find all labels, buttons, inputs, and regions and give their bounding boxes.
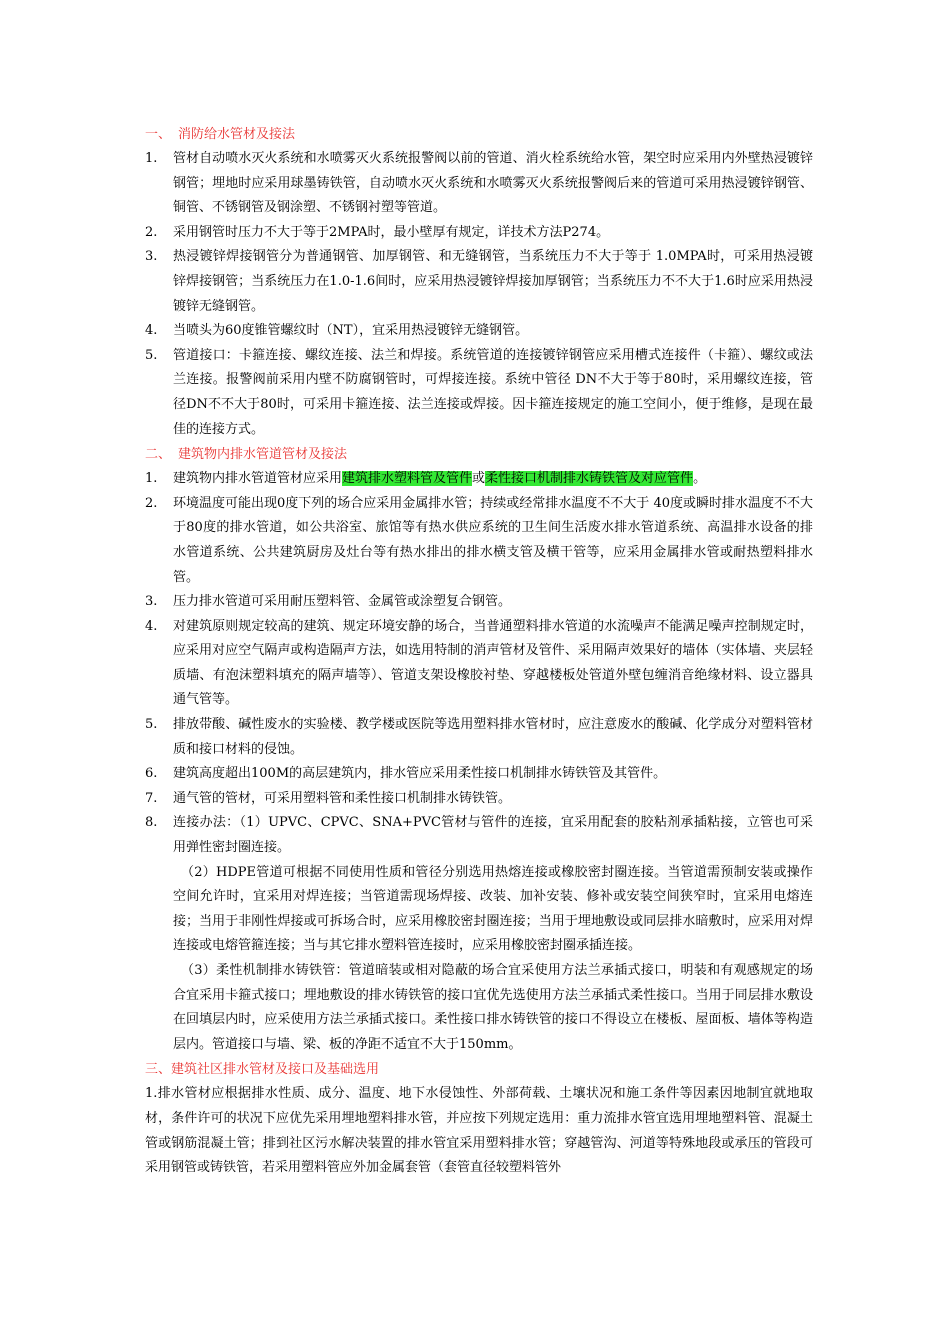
sub-paragraph-text: （2）HDPE管道可根据不同使用性质和管径分别选用热熔连接或橡胶密封圈连接。当管道需预制安装或操作空间允许时，宜采用对焊连接；当管道需现场焊接、改装、加补安装、修补或安装空间狭窄时，宜采用电熔连接；当用于非刚性焊接或可拆场合时，应采用橡胶密封圈连接；当用于埋地敷设或同层排水暗敷时，应采用对焊连接或电熔管箍连接；当与其它排水塑料管连接时，应采用橡胶密封圈承插连接。 [173,864,813,954]
paragraph: 1.排水管材应根据排水性质、成分、温度、地下水侵蚀性、外部荷载、土壤状况和施工条件等因素因地制宜就地取材，条件许可的状况下应优先采用埋地塑料排水管，并应按下列规定选用：重力流排水管宜选用埋地塑料管、混凝土管或钢筋混凝土管；排到社区污水解决装置的排水管宜采用塑料排水管；穿越管沟、河道等特殊地段或承压的管段可采用钢管或铸铁管，若采用塑料管应外加金属套管（套管直径较塑料管外 [145,1086,813,1176]
list-item-number: 4. [145,618,158,634]
highlighted-text: 建筑排水塑料管及管件 [342,471,473,487]
list-item-text: 当喷头为60度锥管螺纹时（NT），宜采用热浸镀锌无缝钢管。 [173,323,529,339]
list-item [145,147,813,221]
list-item-text: 管道接口：卡箍连接、螺纹连接、法兰和焊接。系统管道的连接镀锌钢管应采用槽式连接件（卡箍）、螺纹或法兰连接。报警阀前采用内壁不防腐钢管时，可焊接连接。系统中管径 DN不大于等于80时，采用螺纹连接，管径DN不不大于80时，可采用卡箍连接、法兰连接或焊接。因卡箍连接规定的施工空间小，便于维修，是现在最佳的连接方式。 [173,347,813,437]
list-item-number: 3. [145,249,158,265]
list-item-text: 环境温度可能出现0度下列的场合应采用金属排水管；持续或经常排水温度不不大于 40度或瞬时排水温度不不大于80度的排水管道，如公共浴室、旅馆等有热水供应系统的卫生间生活废水排水管道系统、高温排水设备的排水管道系统、公共建筑厨房及灶台等有热水排出的排水横支管及横干管等，应采用金属排水管或耐热塑料排水管。 [173,495,813,585]
list-item-text: 压力排水管道可采用耐压塑料管、金属管或涂塑复合钢管。 [173,594,512,610]
section-2-number: 二、 [145,447,172,463]
highlighted-text: 柔性接口机制排水铸铁管及对应管件 [485,471,694,487]
section-3-heading [145,1057,813,1082]
list-item-text: 排放带酸、碱性废水的实验楼、教学楼或医院等选用塑料排水管材时，应注意废水的酸碱、化学成分对塑料管材质和接口材料的侵蚀。 [173,717,813,757]
list-item [145,221,813,246]
list-item [145,344,813,442]
section-3-title: 建筑社区排水管材及接口及基础选用 [171,1062,380,1078]
list-item-number: 8. [145,815,158,831]
text-run: 或 [472,471,486,487]
list-item-number: 1. [145,151,158,166]
list-item-number: 2. [145,224,158,240]
list-item-number: 6. [145,766,158,782]
list-item [145,811,813,860]
list-item-number: 4. [145,323,158,339]
list-item-text: 连接办法：（1）UPVC、CPVC、SNA+PVC管材与管件的连接，宜采用配套的胶粘剂承插粘接，立管也可采用弹性密封圈连接。 [173,815,813,856]
list-item-text: 管材自动喷水灭火系统和水喷雾灭火系统报警阀以前的管道、消火栓系统给水管，架空时应采用内外壁热浸镀锌钢管；埋地时应采用球墨铸铁管，自动喷水灭火系统和水喷雾灭火系统报警阀后来的管道可采用热浸镀锌钢管、铜管、不锈钢管及钢涂塑、不锈钢衬塑等管道。 [173,151,813,216]
section-2-heading [145,442,813,467]
section-1-heading [145,122,813,147]
list-item-number: 5. [145,347,158,363]
list-item [145,590,813,615]
list-item [145,713,813,762]
document-body [145,122,813,1181]
list-item-text: 建筑高度超出100M的高层建筑内，排水管应采用柔性接口机制排水铸铁管及其管件。 [173,766,667,782]
list-item-number: 7. [145,790,158,806]
list-item-text: 对建筑原则规定较高的建筑、规定环境安静的场合，当普通塑料排水管道的水流噪声不能满足噪声控制规定时，应采用对应空气隔声或构造隔声方法，如选用特制的消声管材及管件、采用隔声效果好的墙体（实体墙、夹层轻质墙、有泡沫塑料填充的隔声墙等）、管道支架设橡胶衬垫、穿越楼板处管道外壁包缠消音绝缘材料、设立器具通气管等。 [173,618,813,708]
section-3-number: 三、 [145,1062,172,1078]
section-1-title: 消防给水管材及接法 [178,127,296,142]
list-item [145,492,813,590]
list-item-text [173,471,706,486]
list-item-number: 2. [145,495,158,511]
list-item [145,245,813,319]
list-item-number: 1. [145,471,158,487]
text-run: 。 [693,471,707,487]
list-item [145,762,813,787]
list-item [145,615,813,713]
list-item-text: 采用钢管时压力不大于等于2MPA时，最小壁厚有规定，详技术方法P274。 [173,224,610,240]
sub-paragraph-text: （3）柔性机制排水铸铁管：管道暗装或相对隐蔽的场合宜采使用方法兰承插式接口，明装和有观感规定的场合宜采用卡箍式接口；埋地敷设的排水铸铁管的接口宜优先选使用方法兰承插式柔性接口。当用于同层排水敷设在回填层内时，应采使用方法兰承插式接口。柔性接口排水铸铁管的接口不得设立在楼板、屋面板、墙体等构造层内。管道接口与墙、梁、板的净距不适宜不大于150mm。 [173,963,813,1052]
text-run: 建筑物内排水管道管材应采用 [173,471,343,487]
section-2-title: 建筑物内排水管道管材及接法 [178,447,348,463]
section-1-number: 一、 [145,127,172,142]
list-item-text: 通气管的管材，可采用塑料管和柔性接口机制排水铸铁管。 [173,790,512,806]
list-item-number: 5. [145,717,158,733]
list-item-number: 3. [145,594,158,610]
sub-paragraph [145,959,813,1057]
list-item [145,787,813,812]
list-item [145,319,813,344]
list-item [145,467,813,492]
sub-paragraph [145,861,813,959]
list-item-text: 热浸镀锌焊接钢管分为普通钢管、加厚钢管、和无缝钢管，当系统压力不大于等于 1.0MPA时，可采用热浸镀锌焊接钢管；当系统压力在1.0-1.6间时，应采用热浸镀锌焊接加厚钢管；当系统压力不不大于1.6时应采用热浸镀锌无缝钢管。 [173,249,813,314]
